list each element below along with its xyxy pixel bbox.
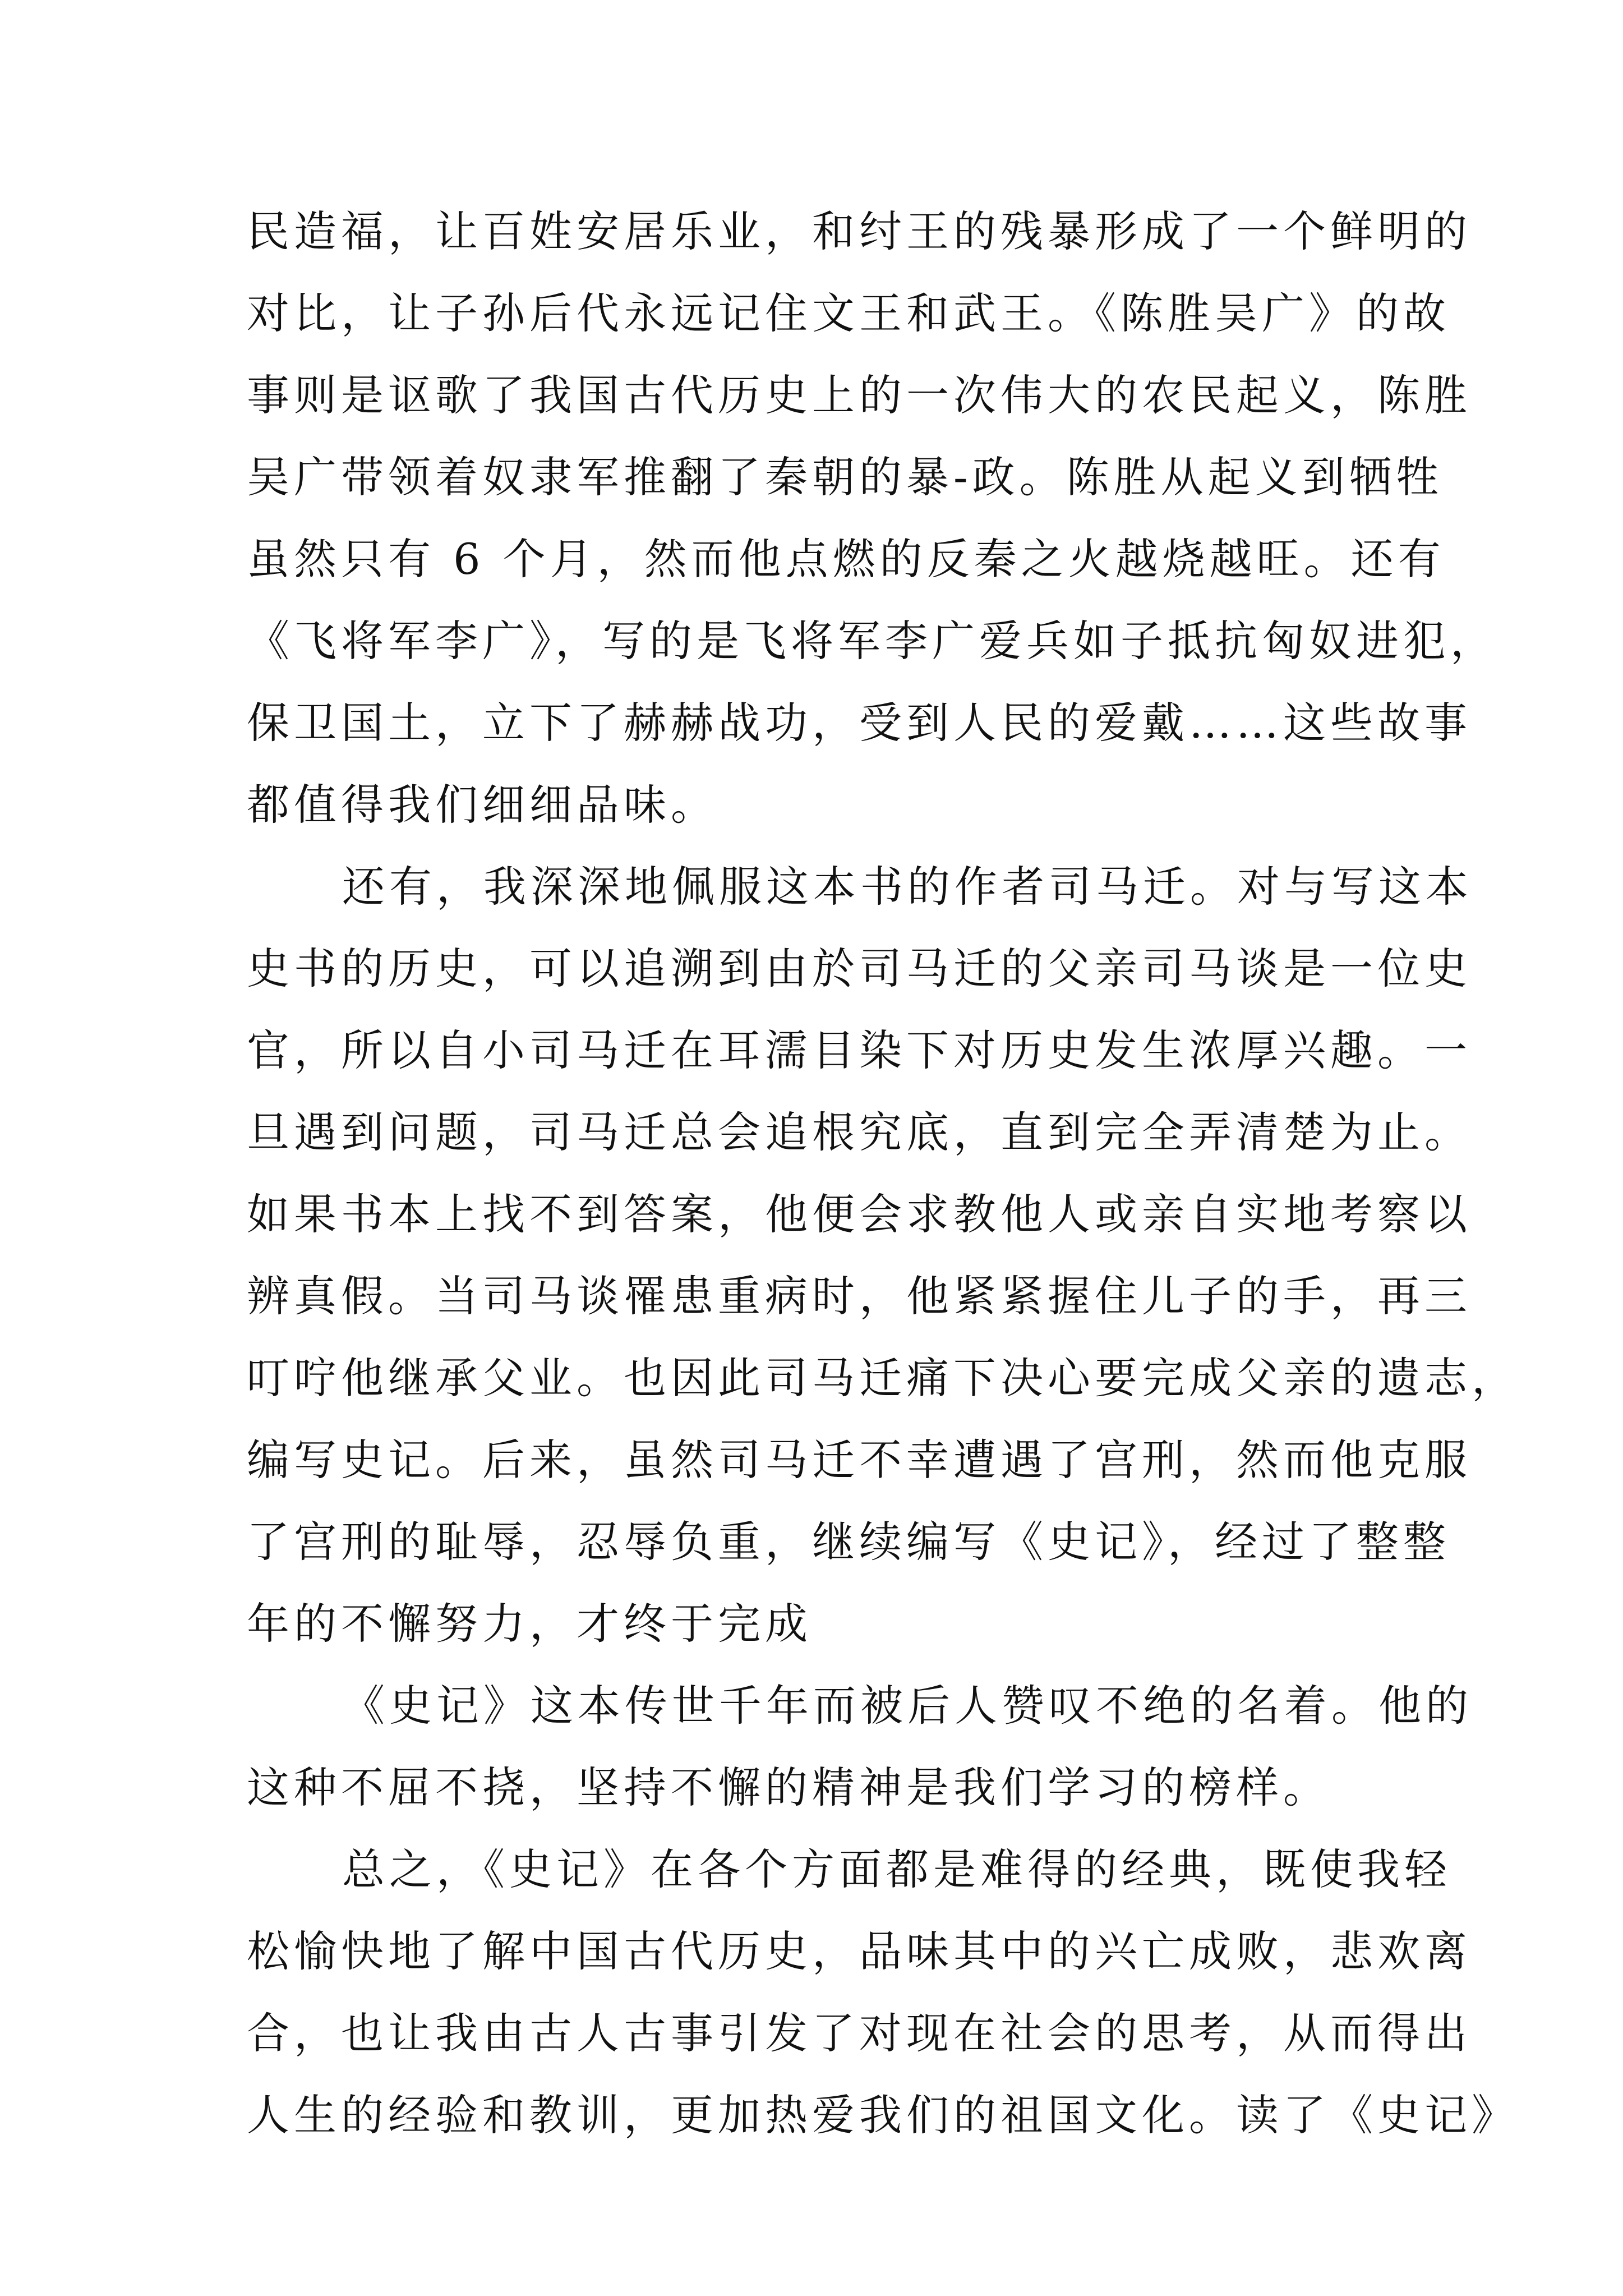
text-line: 还有，我深深地佩服这本书的作者司马迁。对与写这本 [342,862,1473,912]
text-line: 这种不屈不挠，坚持不懈的精神是我们学习的榜样。 [247,1763,1330,1812]
text-line: 了宫刑的耻辱，忍辱负重，继续编写《史记》，经过了整整 [247,1517,1450,1567]
text-line: 松愉快地了解中国古代历史，品味其中的兴亡成败，悲欢离 [247,1926,1472,1976]
text-line: 史书的历史，可以追溯到由於司马迁的父亲司马谈是一位史 [247,944,1472,993]
text-line: 合，也让我由古人古事引发了对现在社会的思考，从而得出 [247,2008,1472,2058]
text-line: 事则是讴歌了我国古代历史上的一次伟大的农民起义，陈胜 [247,370,1472,420]
body-text [247,191,1519,2156]
text-line: 如果书本上找不到答案，他便会求教他人或亲自实地考察以 [247,1189,1472,1239]
text-line: 都值得我们细细品味。 [247,780,718,830]
text-line: 人生的经验和教训，更加热爱我们的祖国文化。读了《史记》 [247,2090,1519,2140]
text-line: 编写史记。后来，虽然司马迁不幸遭遇了宫刑，然而他克服 [247,1435,1472,1485]
text-line: 《史记》这本传世千年而被后人赞叹不绝的名着。他的 [342,1681,1473,1731]
text-line: 总之，《史记》在各个方面都是难得的经典，既使我轻 [342,1844,1451,1894]
text-line: 民造福，让百姓安居乐业，和纣王的残暴形成了一个鲜明的 [247,206,1472,256]
text-line: 对比，让子孙后代永远记住文王和武王。《陈胜吴广》的故 [247,288,1450,338]
text-line: 旦遇到问题，司马迁总会追根究底，直到完全弄清楚为止。 [247,1107,1472,1157]
text-line: 《飞将军李广》，写的是飞将军李广爱兵如子抵抗匈奴进犯， [247,616,1497,666]
text-line: 吴广带领着奴隶军推翻了秦朝的暴-政。陈胜从起义到牺牲 [247,452,1444,502]
text-line: 叮咛他继承父业。也因此司马迁痛下决心要完成父亲的遗志， [247,1353,1519,1403]
text-line: 年的不懈努力，才终于完成 [247,1599,812,1649]
text-line: 虽然只有 6 个月，然而他点燃的反秦之火越烧越旺。还有 [247,534,1445,584]
text-line: 辨真假。当司马谈罹患重病时，他紧紧握住儿子的手，再三 [247,1271,1472,1321]
text-line: 官，所以自小司马迁在耳濡目染下对历史发生浓厚兴趣。一 [247,1025,1472,1075]
text-line: 保卫国土，立下了赫赫战功，受到人民的爱戴……这些故事 [247,698,1472,748]
